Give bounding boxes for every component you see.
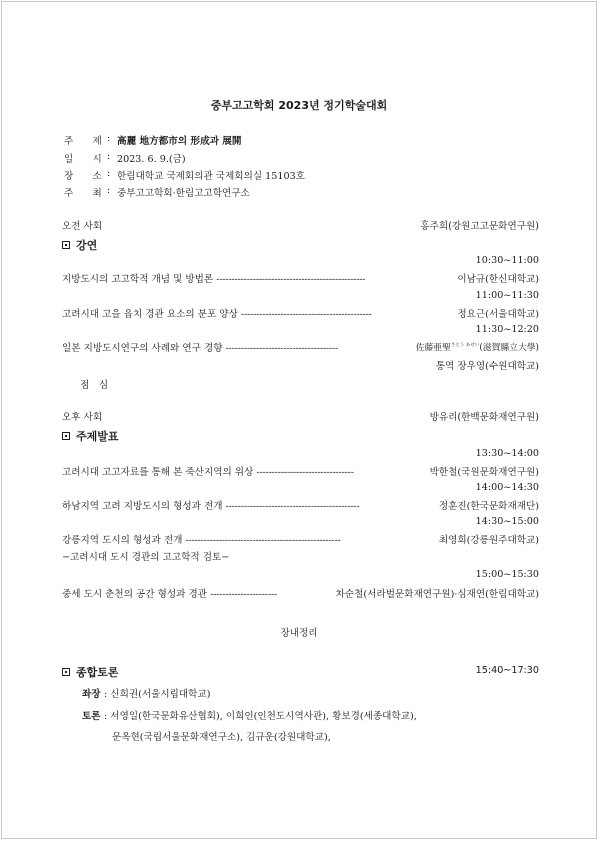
presentation-3-line xyxy=(62,532,341,546)
lunch-break: 점 심 xyxy=(80,380,109,391)
discussion-panel-label: 토론 xyxy=(82,711,101,722)
info-venue-sep: : xyxy=(107,168,111,179)
lecture-1-title: 지방도시의 고고학적 개념 및 방법론 xyxy=(62,274,214,285)
presentation-2-time: 14:00~14:30 xyxy=(475,482,539,493)
leader-dashes: -------------------------------------------- xyxy=(225,501,360,512)
lecture-1-line xyxy=(62,271,365,285)
section-discussion-header xyxy=(62,664,119,680)
section-lecture-title: 강연 xyxy=(76,239,98,252)
leader-dashes: --------------------------------------------------- xyxy=(185,535,341,546)
section-lecture-header xyxy=(62,237,97,253)
lecture-3-title: 일본 지방도시연구의 사례와 연구 경향 xyxy=(62,343,223,354)
info-host-label: 주 최 xyxy=(64,188,102,199)
document-title: 중부고고학회 2023년 정기학술대회 xyxy=(210,99,388,112)
lecture-3-affiliation: (滋賀縣立大學) xyxy=(479,343,539,353)
presentation-4-title: 중세 도시 춘천의 공간 형성과 경관 xyxy=(62,589,207,600)
lecture-2-time: 11:00~11:30 xyxy=(475,290,539,301)
presentation-4-time: 15:00~15:30 xyxy=(475,569,539,580)
presentation-2-title: 하남지역 고려 지방도시의 형성과 전개 xyxy=(62,501,223,512)
presentation-4-speaker: 차순철(서라벌문화재연구원)·심재연(한림대학교) xyxy=(335,589,539,600)
presentation-1-time: 13:30~14:00 xyxy=(475,448,539,459)
presentation-4-line xyxy=(62,586,277,600)
morning-moderator-label: 오전 사회 xyxy=(62,221,103,232)
lecture-3-line xyxy=(62,340,338,354)
lecture-1-speaker: 이남규(한신대학교) xyxy=(457,274,539,285)
lecture-3-speaker-block xyxy=(416,340,539,353)
discussion-time: 15:40~17:30 xyxy=(475,665,539,676)
square-bullet-icon xyxy=(62,241,70,249)
info-date-sep: : xyxy=(107,151,111,162)
info-host-sep: : xyxy=(107,185,111,196)
square-bullet-icon xyxy=(62,432,70,440)
presentation-2-speaker: 정훈진(한국문화재재단) xyxy=(438,501,539,512)
leader-dashes: ---------------------- xyxy=(210,589,277,600)
section-presentation-title: 주제발표 xyxy=(76,430,119,443)
leader-dashes: ------------------------------------------- xyxy=(240,309,372,320)
info-theme-label: 주 제 xyxy=(64,136,102,147)
lecture-1-time: 10:30~11:00 xyxy=(475,255,539,266)
section-presentation-header xyxy=(62,428,119,444)
presentation-3-title: 강릉지역 도시의 형성과 전개 xyxy=(62,535,183,546)
discussion-panel-line1: : 서영일(한국문화유산협회), 이희인(인천도시역사관), 황보경(세종대학교), xyxy=(104,711,417,722)
info-venue-label: 장 소 xyxy=(64,171,102,182)
section-discussion-title: 종합토론 xyxy=(76,666,119,679)
rearrange-break: 장내정리 xyxy=(280,628,318,639)
lecture-2-line xyxy=(62,306,372,320)
info-theme-value: 高麗 地方都市의 形成과 展開 xyxy=(117,136,242,147)
discussion-chair-label: 좌장 xyxy=(82,689,101,700)
presentation-1-line xyxy=(62,464,354,478)
afternoon-moderator-label: 오후 사회 xyxy=(62,412,103,423)
presentation-3-time: 14:30~15:00 xyxy=(475,516,539,527)
presentation-2-line xyxy=(62,498,359,512)
discussion-panel-names-1: 서영일(한국문화유산협회), 이희인(인천도시역사관), 황보경(세종대학교), xyxy=(110,711,417,722)
presentation-3-subtitle: −고려시대 도시 경관의 고고학적 검토− xyxy=(62,552,230,563)
square-bullet-icon xyxy=(62,668,70,676)
presentation-1-speaker: 박한철(국원문화재연구원) xyxy=(429,467,539,478)
lecture-2-title: 고려시대 고을 읍치 경관 요소의 분포 양상 xyxy=(62,309,238,320)
info-host-value: 중부고고학회·한림고고학연구소 xyxy=(117,188,250,199)
document-page xyxy=(1,1,597,839)
lecture-3-interpreter: 통역 장우영(수원대학교) xyxy=(435,361,539,372)
presentation-1-title: 고려시대 고고자료를 통해 본 죽산지역의 위상 xyxy=(62,467,254,478)
info-date-value: 2023. 6. 9.(금) xyxy=(117,154,186,165)
discussion-panel-line2: 문옥현(국립서울문화재연구소), 김규운(강원대학교), xyxy=(112,732,331,743)
afternoon-moderator: 방유리(한백문화재연구원) xyxy=(429,412,539,423)
leader-dashes: ------------------------------------------------- xyxy=(216,274,366,285)
lecture-3-time: 11:30~12:20 xyxy=(475,324,539,335)
info-venue-value: 한림대학교 국제회의관 국제회의실 15103호 xyxy=(117,171,305,182)
leader-dashes: ------------------------------------- xyxy=(225,343,339,354)
info-theme-sep: : xyxy=(107,133,111,144)
discussion-chair: : 신희권(서울시립대학교) xyxy=(104,689,211,700)
presentation-3-speaker: 최영희(강릉원주대학교) xyxy=(438,535,539,546)
discussion-chair-name: 신희권(서울시립대학교) xyxy=(110,689,211,700)
lecture-2-speaker: 정요근(서울대학교) xyxy=(457,309,539,320)
leader-dashes: -------------------------------- xyxy=(256,467,354,478)
lecture-3-ruby: さとう あせい xyxy=(450,343,480,349)
morning-moderator: 홍주희(강원고고문화연구원) xyxy=(420,221,539,232)
lecture-3-speaker: 佐藤亜聖 xyxy=(415,343,451,353)
info-date-label: 일 시 xyxy=(64,154,102,165)
